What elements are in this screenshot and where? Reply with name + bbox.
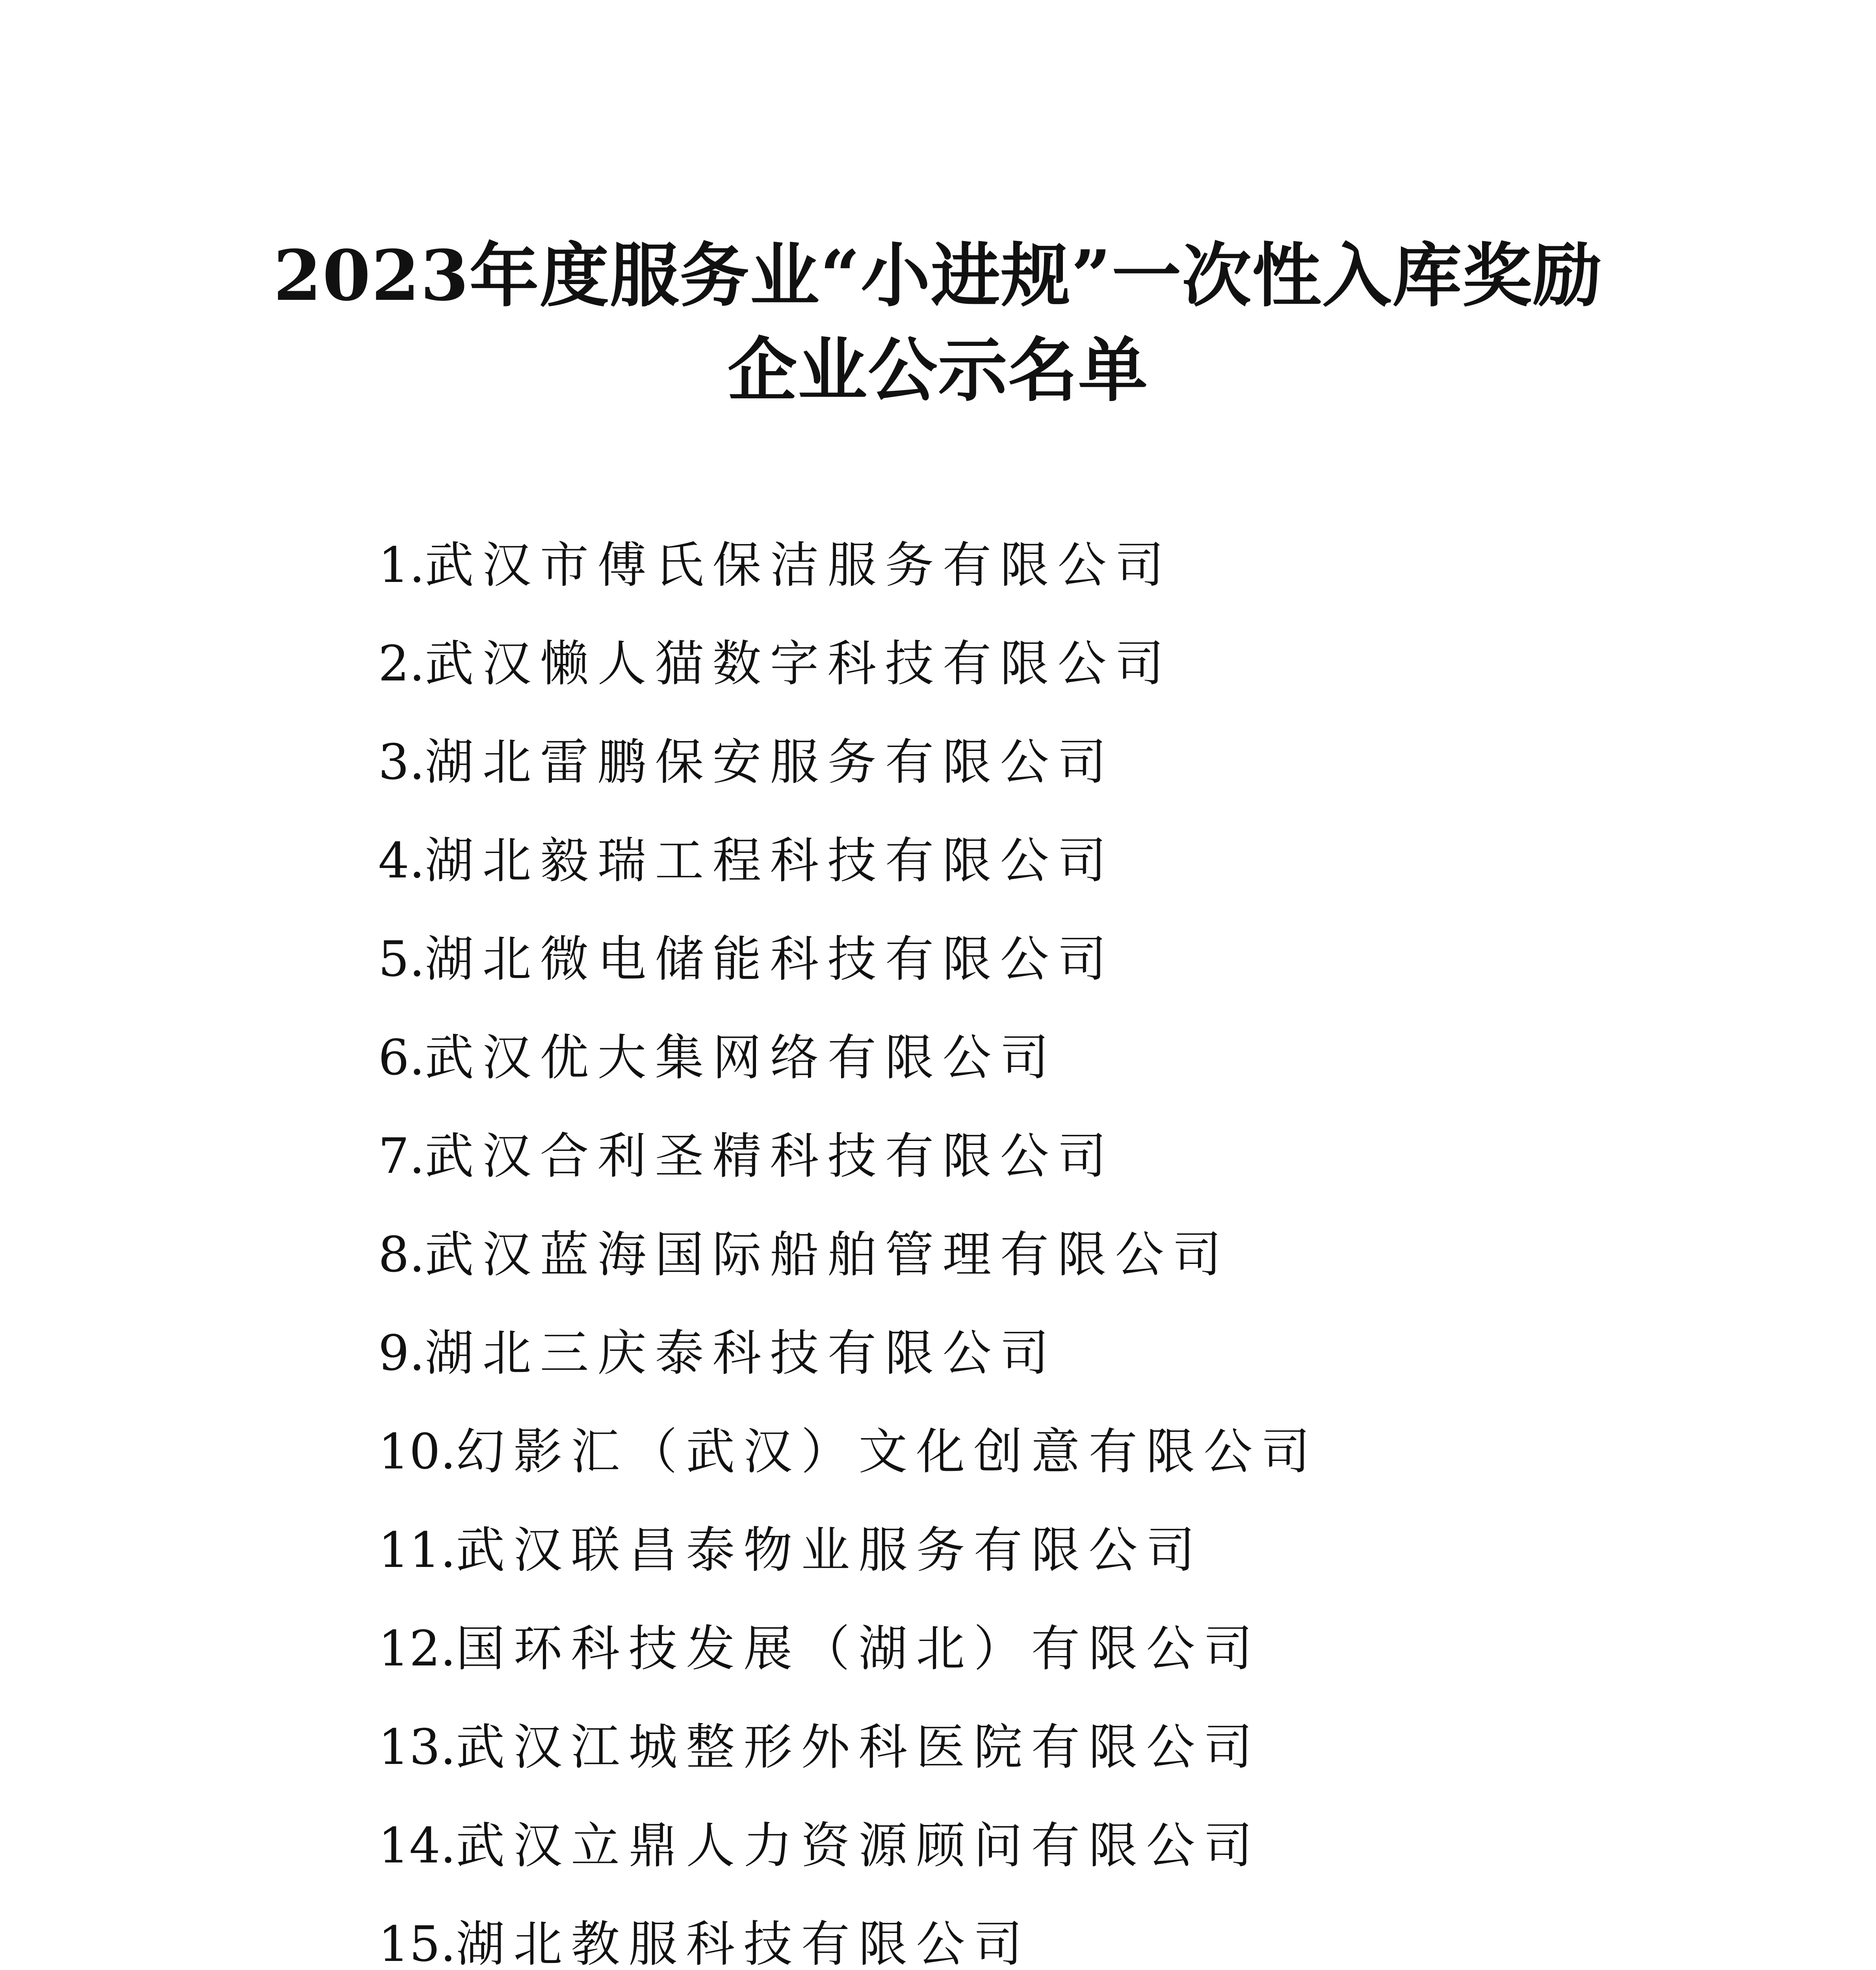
company-list-item <box>378 1600 1757 1698</box>
company-list-item <box>378 615 1757 713</box>
company-list-item <box>378 1009 1757 1107</box>
company-name: 武汉蓝海国际船舶管理有限公司 <box>425 1227 1230 1283</box>
company-list-item <box>378 516 1757 615</box>
company-list-item <box>378 1403 1757 1501</box>
company-list-item <box>378 1501 1757 1600</box>
company-list-item <box>378 1895 1757 1970</box>
company-list-item <box>378 1797 1757 1895</box>
company-name: 武汉市傅氏保洁服务有限公司 <box>425 537 1173 594</box>
document-title-line-2: 企业公示名单 <box>727 329 1148 411</box>
company-name: 武汉联昌泰物业服务有限公司 <box>456 1522 1204 1579</box>
company-number: 13. <box>378 1719 456 1776</box>
company-name: 湖北毅瑞工程科技有限公司 <box>425 833 1115 889</box>
company-number: 2. <box>378 636 425 692</box>
company-name: 湖北三庆泰科技有限公司 <box>425 1325 1058 1382</box>
company-list-item <box>378 1304 1757 1403</box>
company-name: 武汉懒人猫数字科技有限公司 <box>425 636 1173 692</box>
company-number: 8. <box>378 1227 425 1283</box>
company-number: 6. <box>378 1030 425 1086</box>
document-title-line-1: 2023年度服务业“小进规”一次性入库奖励 <box>273 235 1603 316</box>
company-number: 4. <box>378 833 425 889</box>
company-list <box>378 516 1757 1970</box>
company-number: 14. <box>378 1818 456 1874</box>
company-number: 5. <box>378 931 425 988</box>
company-name: 武汉江城整形外科医院有限公司 <box>456 1719 1261 1776</box>
company-list-item <box>378 1107 1757 1206</box>
company-name: 武汉合利圣精科技有限公司 <box>425 1128 1115 1185</box>
company-number: 7. <box>378 1128 425 1185</box>
company-name: 幻影汇（武汉）文化创意有限公司 <box>456 1424 1319 1480</box>
company-name: 湖北教服科技有限公司 <box>456 1916 1031 1970</box>
company-name: 武汉优大集网络有限公司 <box>425 1030 1058 1086</box>
company-number: 1. <box>378 537 425 594</box>
company-number: 3. <box>378 734 425 791</box>
company-list-item <box>378 812 1757 910</box>
company-name: 武汉立鼎人力资源顾问有限公司 <box>456 1818 1261 1874</box>
company-number: 12. <box>378 1621 456 1677</box>
company-number: 10. <box>378 1424 456 1480</box>
company-number: 15. <box>378 1916 456 1970</box>
company-name: 湖北雷鹏保安服务有限公司 <box>425 734 1115 791</box>
company-list-item <box>378 713 1757 812</box>
company-list-item <box>378 1698 1757 1797</box>
company-name: 湖北微电储能科技有限公司 <box>425 931 1115 988</box>
company-number: 9. <box>378 1325 425 1382</box>
company-list-item <box>378 1206 1757 1304</box>
company-list-item <box>378 910 1757 1009</box>
company-name: 国环科技发展（湖北）有限公司 <box>456 1621 1261 1677</box>
company-number: 11. <box>378 1522 456 1579</box>
